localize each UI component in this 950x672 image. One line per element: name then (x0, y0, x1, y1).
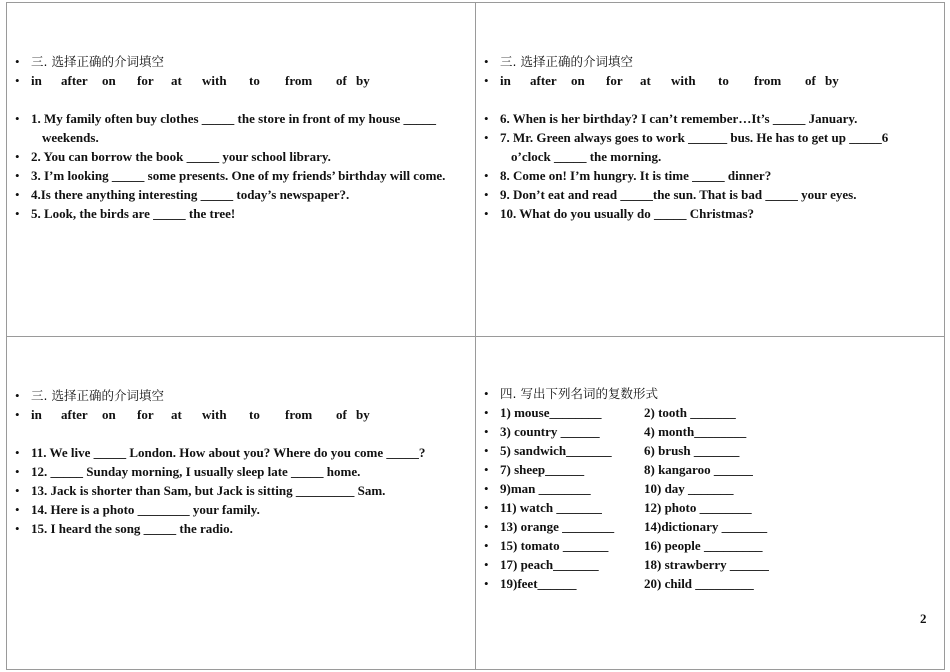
plural-row: • 13) orange ________ 14)dictionary _______ (484, 519, 768, 534)
question-12: • 12. _____ Sunday morning, I usually sleep late _____ home. (15, 464, 361, 479)
question-15: • 15. I heard the song _____ the radio. (15, 521, 233, 536)
preposition-list: • in after on for at with to from of by (15, 73, 370, 88)
slide-panel-4 (475, 336, 945, 670)
preposition-list: • in after on for at with to from of by (15, 407, 370, 422)
plural-row: • 19)feet______ 20) child _________ (484, 576, 754, 591)
question-2: • 2. You can borrow the book _____ your school library. (15, 149, 331, 164)
plural-row: • 17) peach_______ 18) strawberry ______ (484, 557, 769, 572)
question-13: • 13. Jack is shorter than Sam, but Jack is sitting _________ Sam. (15, 483, 386, 498)
plural-row: • 11) watch _______ 12) photo ________ (484, 500, 752, 515)
section-heading: • 三. 选择正确的介词填空 (15, 388, 164, 403)
question-1-continued: weekends. (42, 130, 99, 145)
preposition-list: • in after on for at with to from of by (484, 73, 839, 88)
question-14: • 14. Here is a photo ________ your family. (15, 502, 260, 517)
question-8: • 8. Come on! I’m hungry. It is time _____ dinner? (484, 168, 772, 183)
slide-panel-3 (6, 336, 476, 670)
question-7: • 7. Mr. Green always goes to work ______ bus. He has to get up _____6 (484, 130, 889, 145)
question-7-continued: o’clock _____ the morning. (511, 149, 662, 164)
question-6: • 6. When is her birthday? I can’t remember…It’s _____ January. (484, 111, 858, 126)
plural-row: • 1) mouse________ 2) tooth _______ (484, 405, 736, 420)
slide-panel-2 (475, 2, 945, 337)
plural-row: • 3) country ______ 4) month________ (484, 424, 747, 439)
question-11: • 11. We live _____ London. How about you? Where do you come _____? (15, 445, 426, 460)
section-heading: • 四. 写出下列名词的复数形式 (484, 386, 658, 401)
question-1: • 1. My family often buy clothes _____ the store in front of my house _____ (15, 111, 437, 126)
plural-row: • 9)man ________ 10) day _______ (484, 481, 734, 496)
slide-panel-1 (6, 2, 476, 337)
question-9: • 9. Don’t eat and read _____the sun. That is bad _____ your eyes. (484, 187, 857, 202)
section-heading: • 三. 选择正确的介词填空 (15, 54, 164, 69)
plural-row: • 5) sandwich_______ 6) brush _______ (484, 443, 740, 458)
plural-row: • 7) sheep______ 8) kangaroo ______ (484, 462, 753, 477)
question-3: • 3. I’m looking _____ some presents. One of my friends’ birthday will come. (15, 168, 446, 183)
page-number: 2 (920, 611, 927, 626)
plural-row: • 15) tomato _______ 16) people _________ (484, 538, 763, 553)
section-heading: • 三. 选择正确的介词填空 (484, 54, 633, 69)
question-4: • 4.Is there anything interesting _____ today’s newspaper?. (15, 187, 350, 202)
question-10: • 10. What do you usually do _____ Christmas? (484, 206, 755, 221)
question-5: • 5. Look, the birds are _____ the tree! (15, 206, 236, 221)
